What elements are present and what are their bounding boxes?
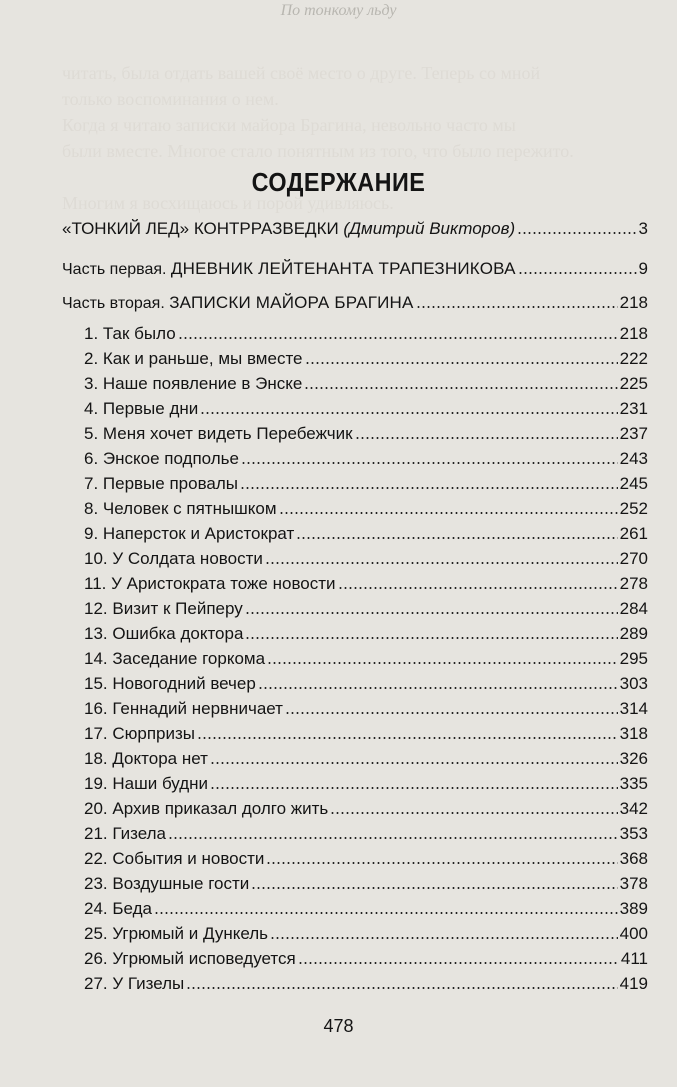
toc-page-number: 419 (619, 974, 648, 993)
toc-chapter-row (84, 374, 648, 394)
chapter-title: 1. Так было (84, 324, 176, 343)
dot-leader (517, 231, 636, 235)
toc-chapter-row (84, 524, 648, 544)
chapter-title: 16. Геннадий нервничает (84, 699, 283, 718)
toc-chapter-row (84, 774, 648, 794)
dot-leader (266, 861, 617, 865)
dot-leader (178, 336, 618, 340)
toc-page-number: 261 (619, 524, 648, 543)
chapter-title: 9. Наперсток и Аристократ (84, 524, 295, 543)
chapter-title: 12. Визит к Пейперу (84, 599, 243, 618)
toc-part-title (62, 219, 515, 239)
toc-chapter-row (84, 424, 648, 444)
toc-chapter-row (84, 924, 648, 944)
page-number: 478 (323, 1016, 354, 1036)
toc-chapter-row (84, 799, 648, 819)
toc-part-row (62, 293, 648, 313)
chapter-title: 25. Угрюмый и Дункель (84, 924, 269, 943)
toc-page-number: 278 (619, 574, 648, 593)
chapter-title: 18. Доктора нет (84, 749, 208, 768)
toc-page-number: 243 (619, 449, 648, 468)
dot-leader (279, 511, 618, 515)
dot-leader (304, 386, 617, 390)
chapter-title: 4. Первые дни (84, 399, 199, 418)
chapter-title: 22. События и новости (84, 849, 265, 868)
toc-page-number: 225 (619, 374, 648, 393)
toc-page-number: 237 (619, 424, 648, 443)
part-prefix: Часть первая. (62, 261, 171, 278)
dot-leader (245, 636, 617, 640)
toc-page-number: 411 (620, 949, 648, 968)
chapter-title: 21. Гизела (84, 824, 166, 843)
toc-chapter-row (84, 699, 648, 719)
toc-page-number: 389 (619, 899, 648, 918)
toc-part-title (62, 259, 516, 279)
toc-page-number: 3 (638, 219, 648, 238)
dot-leader (265, 561, 618, 565)
chapter-title: 11. У Аристократа тоже новости (84, 574, 336, 593)
toc-chapter-row (84, 749, 648, 769)
toc-chapter-row (84, 724, 648, 744)
dot-leader (338, 586, 618, 590)
toc-title: СОДЕРЖАНИЕ (251, 167, 426, 197)
dot-leader (186, 986, 617, 990)
chapter-title: 26. Угрюмый исповедуется (84, 949, 296, 968)
chapter-title: 5. Меня хочет видеть Перебежчик (84, 424, 353, 443)
toc-page-number: 353 (619, 824, 648, 843)
toc-chapter-row (84, 674, 648, 694)
toc-chapter-row (84, 949, 648, 969)
part-prefix: Часть вторая. (62, 295, 170, 312)
toc-chapter-row (84, 449, 648, 469)
chapter-title: 23. Воздушные гости (84, 874, 250, 893)
toc-chapter-row (84, 849, 648, 869)
dot-leader (416, 305, 618, 309)
chapter-title: 2. Как и раньше, мы вместе (84, 349, 303, 368)
toc-page-number: 9 (638, 259, 648, 278)
toc-page-number: 378 (619, 874, 648, 893)
dot-leader (518, 271, 637, 275)
dot-leader (270, 936, 618, 940)
dot-leader (210, 761, 618, 765)
part-title: ЗАПИСКИ МАЙОРА БРАГИНА (169, 293, 414, 312)
toc-page-number: 335 (619, 774, 648, 793)
chapter-title: 24. Беда (84, 899, 152, 918)
dot-leader (285, 711, 618, 715)
chapter-title: 19. Наши будни (84, 774, 209, 793)
dot-leader (210, 786, 618, 790)
toc-page-number: 314 (619, 699, 648, 718)
toc-page-number: 326 (619, 749, 648, 768)
bleed-through-line: Когда я читаю записки майора Брагина, невольно часто мы (62, 115, 516, 135)
dot-leader (251, 886, 617, 890)
toc-page-number: 245 (619, 474, 648, 493)
toc-chapter-row (84, 899, 648, 919)
toc-page-number: 318 (619, 724, 648, 743)
toc-chapter-row (84, 824, 648, 844)
chapter-title: 17. Сюрпризы (84, 724, 196, 743)
toc-page-number: 231 (619, 399, 648, 418)
toc-chapter-row (84, 649, 648, 669)
toc-chapter-row (84, 624, 648, 644)
dot-leader (305, 361, 618, 365)
toc-chapter-row (84, 499, 648, 519)
part-title: «ТОНКИЙ ЛЕД» КОНТРРАЗВЕДКИ (62, 219, 344, 238)
chapter-title: 7. Первые провалы (84, 474, 239, 493)
chapter-title: 13. Ошибка доктора (84, 624, 244, 643)
chapter-title: 10. У Солдата новости (84, 549, 263, 568)
toc-chapter-row (84, 874, 648, 894)
chapter-title: 14. Заседание горкома (84, 649, 266, 668)
toc-page-number: 289 (619, 624, 648, 643)
toc-chapter-row (84, 549, 648, 569)
dot-leader (154, 911, 618, 915)
chapter-title: 15. Новогодний вечер (84, 674, 256, 693)
toc-chapter-row (84, 974, 648, 994)
dot-leader (200, 411, 617, 415)
toc-page-number: 303 (619, 674, 648, 693)
dot-leader (168, 836, 618, 840)
running-header: По тонкому льду (280, 2, 397, 19)
dot-leader (355, 436, 618, 440)
bleed-through-line: Многим я восхищаюсь и порой удивляюсь. (62, 193, 394, 213)
toc-chapter-row (84, 574, 648, 594)
bleed-through-line: читать, была отдать вашей своё место о друге. Теперь со мной (62, 63, 541, 83)
part-author: (Дмитрий Викторов) (343, 219, 516, 238)
toc-page-number: 218 (619, 293, 648, 312)
chapter-title: 27. У Гизелы (84, 974, 185, 993)
dot-leader (296, 536, 617, 540)
chapter-title: 20. Архив приказал долго жить (84, 799, 329, 818)
toc-chapter-row (84, 599, 648, 619)
chapter-title: 8. Человек с пятнышком (84, 499, 277, 518)
dot-leader (267, 661, 618, 665)
dot-leader (298, 961, 619, 965)
bleed-through-line: только воспоминания о нем. (62, 89, 279, 109)
toc-chapter-row (84, 324, 648, 344)
toc-page-number: 222 (619, 349, 648, 368)
dot-leader (245, 611, 618, 615)
toc-page-number: 295 (619, 649, 648, 668)
dot-leader (258, 686, 618, 690)
dot-leader (197, 736, 618, 740)
bleed-through-line: были вместе. Многое стало понятным из того, что было пережито. (62, 141, 574, 161)
toc-page-number: 270 (619, 549, 648, 568)
dot-leader (330, 811, 617, 815)
chapter-title: 3. Наше появление в Энске (84, 374, 303, 393)
dot-leader (241, 461, 618, 465)
toc-chapter-row (84, 474, 648, 494)
toc-part-row (62, 219, 648, 239)
toc-page-number: 284 (619, 599, 648, 618)
part-title: ДНЕВНИК ЛЕЙТЕНАНТА ТРАПЕЗНИКОВА (170, 259, 516, 278)
toc-part-row (62, 259, 648, 279)
toc-page-number: 218 (619, 324, 648, 343)
chapter-title: 6. Энское подполье (84, 449, 239, 468)
toc-page-number: 368 (619, 849, 648, 868)
toc-page-number: 342 (619, 799, 648, 818)
dot-leader (240, 486, 618, 490)
toc-chapter-row (84, 349, 648, 369)
toc-part-title (62, 293, 414, 313)
toc-chapter-row (84, 399, 648, 419)
toc-page-number: 252 (619, 499, 648, 518)
toc-page-number: 400 (619, 924, 648, 943)
